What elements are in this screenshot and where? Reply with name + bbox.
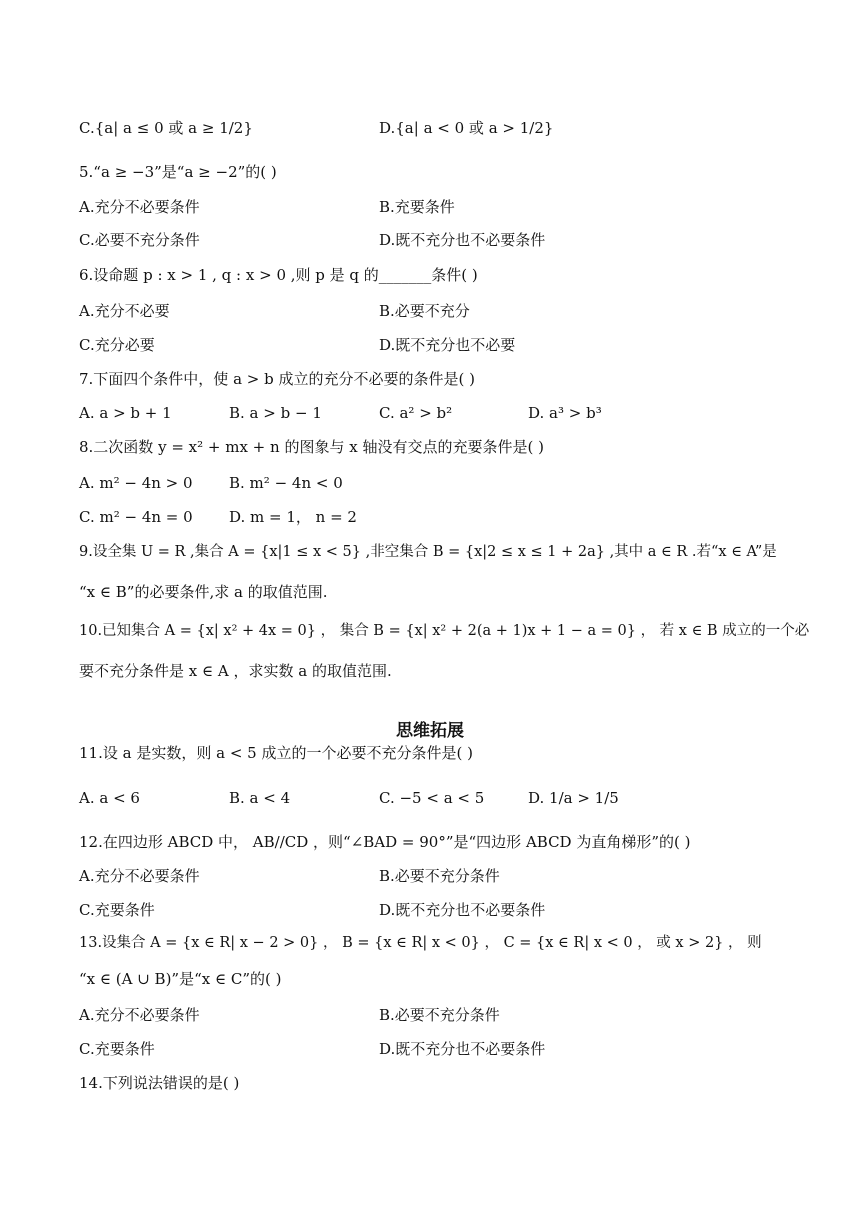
q12-stem: 12.在四边形 ABCD 中， AB//CD ，则“∠BAD = 90°”是“四边形 ABCD 为直角梯形”的( ) <box>79 833 691 851</box>
q7-option-a: A. a > b + 1 <box>79 404 172 422</box>
q6-stem: 6.设命题 p : x > 1 , q : x > 0 ,则 p 是 q 的_______条件( ) <box>79 266 478 284</box>
q12-option-b: B.必要不充分条件 <box>379 867 500 885</box>
q6-option-b: B.必要不充分 <box>379 302 470 320</box>
q7-option-b: B. a > b − 1 <box>229 404 322 422</box>
q8-stem: 8.二次函数 y = x² + mx + n 的图象与 x 轴没有交点的充要条件是( ) <box>79 438 544 456</box>
q12-option-c: C.充要条件 <box>79 901 155 919</box>
q10-stem-line1: 10.已知集合 A = {x| x² + 4x = 0} ， 集合 B = {x| x² + 2(a + 1)x + 1 − a = 0} ， 若 x ∈ B 成立的一个必 <box>79 623 810 639</box>
q5-option-a: A.充分不必要条件 <box>79 198 200 216</box>
q8-option-c: C. m² − 4n = 0 <box>79 508 193 526</box>
q5-stem: 5.“a ≥ −3”是“a ≥ −2”的( ) <box>79 163 277 181</box>
q11-option-c: C. −5 < a < 5 <box>379 789 485 807</box>
q13-stem-line2: “x ∈ (A ∪ B)”是“x ∈ C”的( ) <box>79 970 282 988</box>
q13-option-b: B.必要不充分条件 <box>379 1006 500 1024</box>
q12-option-a: A.充分不必要条件 <box>79 867 200 885</box>
q11-stem: 11.设 a 是实数，则 a < 5 成立的一个必要不充分条件是( ) <box>79 744 473 762</box>
q8-option-b: B. m² − 4n < 0 <box>229 474 343 492</box>
q13-option-a: A.充分不必要条件 <box>79 1006 200 1024</box>
q14-stem: 14.下列说法错误的是( ) <box>79 1074 240 1092</box>
q10-stem-line2: 要不充分条件是 x ∈ A ，求实数 a 的取值范围. <box>79 662 392 680</box>
q11-option-a: A. a < 6 <box>79 789 140 807</box>
q11-option-b: B. a < 4 <box>229 789 291 807</box>
q11-option-d: D. 1/a > 1/5 <box>528 789 619 807</box>
q9-stem-line1: 9.设全集 U = R ,集合 A = {x|1 ≤ x < 5} ,非空集合 B = {x|2 ≤ x ≤ 1 + 2a} ,其中 a ∈ R .若“x ∈ A”是 <box>79 544 777 560</box>
q6-option-a: A.充分不必要 <box>79 302 170 320</box>
q4-option-d: D.{a| a < 0 或 a > 1/2} <box>379 119 554 137</box>
q13-option-d: D.既不充分也不必要条件 <box>379 1040 546 1058</box>
q5-option-c: C.必要不充分条件 <box>79 231 200 249</box>
q6-option-d: D.既不充分也不必要 <box>379 336 516 354</box>
q5-option-b: B.充要条件 <box>379 198 455 216</box>
q5-option-d: D.既不充分也不必要条件 <box>379 231 546 249</box>
q7-option-c: C. a² > b² <box>379 404 453 422</box>
q9-stem-line2: “x ∈ B”的必要条件,求 a 的取值范围. <box>79 583 328 601</box>
q6-option-c: C.充分必要 <box>79 336 155 354</box>
q8-option-a: A. m² − 4n > 0 <box>79 474 193 492</box>
q12-option-d: D.既不充分也不必要条件 <box>379 901 546 919</box>
section-title: 思维拓展 <box>396 721 464 741</box>
q8-option-d: D. m = 1， n = 2 <box>229 508 357 526</box>
q7-option-d: D. a³ > b³ <box>528 404 602 422</box>
q13-option-c: C.充要条件 <box>79 1040 155 1058</box>
q7-stem: 7.下面四个条件中，使 a > b 成立的充分不必要的条件是( ) <box>79 370 475 388</box>
q4-option-c: C.{a| a ≤ 0 或 a ≥ 1/2} <box>79 119 253 137</box>
q13-stem-line1: 13.设集合 A = {x ∈ R| x − 2 > 0} ， B = {x ∈ R| x < 0} ， C = {x ∈ R| x < 0 ， 或 x > 2} ， 则 <box>79 935 762 951</box>
